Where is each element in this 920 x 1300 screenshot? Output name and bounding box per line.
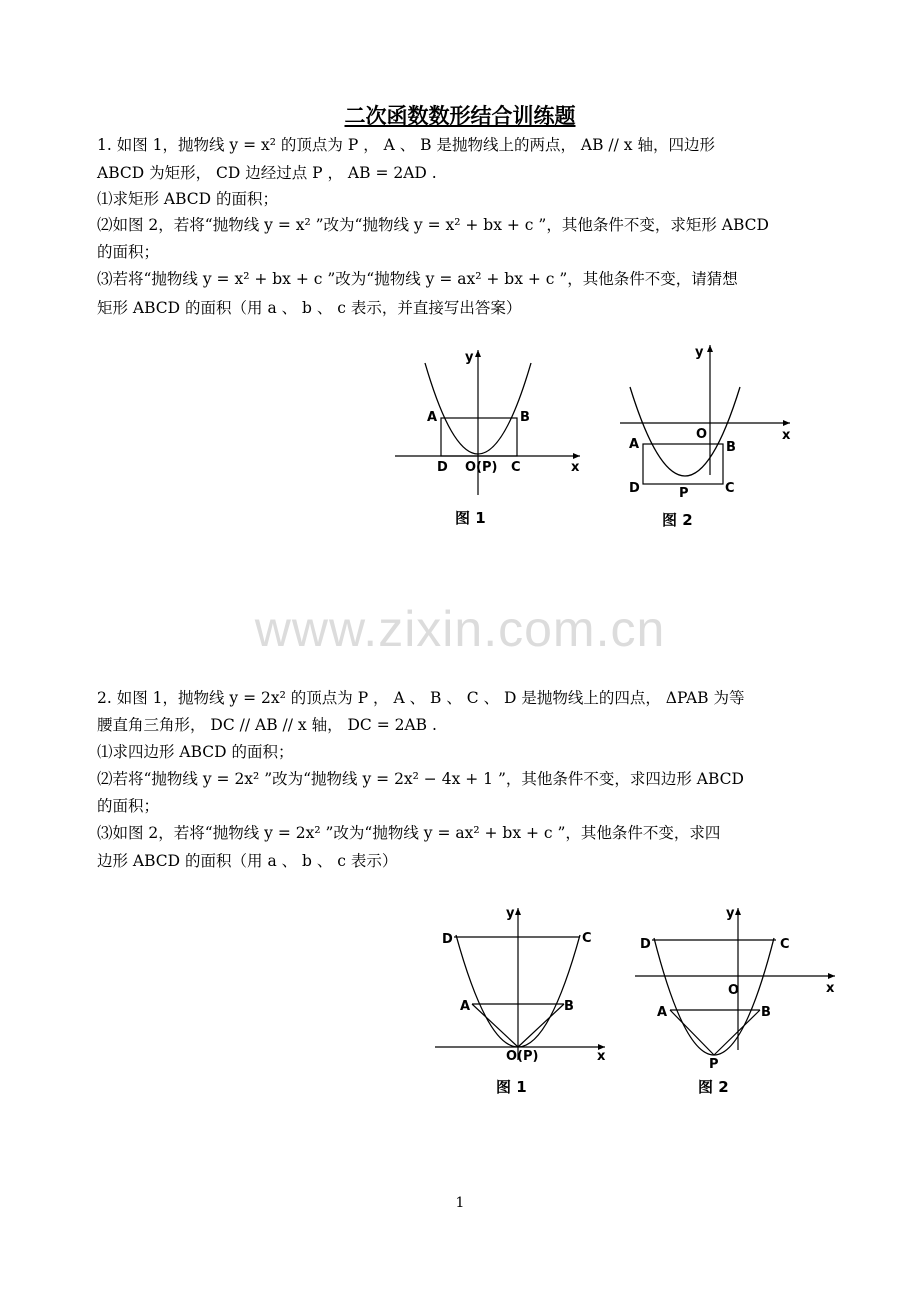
point-a-label: A xyxy=(629,437,640,452)
origin-label: O(P) xyxy=(506,1049,539,1064)
q1-line-7: 矩形 ABCD 的面积（用 a 、 b 、 c 表示，并直接写出答案） xyxy=(97,299,522,317)
point-a-label: A xyxy=(460,999,471,1014)
q2-line-2: 腰直角三角形， DC // AB // x 轴， DC = 2AB . xyxy=(97,716,437,734)
figure-caption: 图 1 xyxy=(496,1078,527,1096)
y-axis-label: y xyxy=(465,350,474,365)
x-axis-label: x xyxy=(782,428,791,443)
y-axis-label: y xyxy=(506,906,515,921)
y-axis-label: y xyxy=(726,906,735,921)
q1-line-2: ABCD 为矩形， CD 边经过点 P ， AB = 2AD . xyxy=(97,164,437,182)
watermark: www.zixin.com.cn xyxy=(254,601,666,657)
figure-caption: 图 2 xyxy=(662,511,693,529)
origin-label: O xyxy=(728,983,740,998)
q2-figure-2 xyxy=(630,900,845,1100)
q2-line-5: 的面积； xyxy=(97,797,160,815)
q2-line-3: ⑴求四边形 ABCD 的面积； xyxy=(97,743,294,761)
q1-line-3: ⑴求矩形 ABCD 的面积； xyxy=(97,190,279,208)
point-c-label: C xyxy=(582,931,592,946)
point-a-label: A xyxy=(657,1005,668,1020)
page-title: 二次函数数形结合训练题 xyxy=(344,103,576,128)
vertex-p-label: P xyxy=(709,1057,719,1072)
point-c-label: C xyxy=(511,460,521,475)
point-d-label: D xyxy=(442,932,453,947)
q2-line-7: 边形 ABCD 的面积（用 a 、 b 、 c 表示） xyxy=(97,852,398,870)
point-a-label: A xyxy=(427,410,438,425)
q2-figure-1 xyxy=(430,900,610,1100)
point-d-label: D xyxy=(437,460,448,475)
origin-label: O xyxy=(696,427,708,442)
point-b-label: B xyxy=(761,1005,771,1020)
y-axis-label: y xyxy=(695,345,704,360)
q2-line-4: ⑵若将“抛物线 y = 2x² ”改为“抛物线 y = 2x² − 4x + 1 ”，其他条件不变，求四边形 ABCD xyxy=(97,770,744,788)
q1-line-5: 的面积； xyxy=(97,243,160,261)
point-c-label: C xyxy=(725,481,735,496)
point-b-label: B xyxy=(726,440,736,455)
q1-line-6: ⑶若将“抛物线 y = x² + bx + c ”改为“抛物线 y = ax² + bx + c ”，其他条件不变，请猜想 xyxy=(97,270,738,288)
x-axis-label: x xyxy=(826,981,835,996)
vertex-p-label: P xyxy=(679,486,689,501)
page-number: 1 xyxy=(455,1195,465,1211)
point-b-label: B xyxy=(520,410,530,425)
x-axis-label: x xyxy=(571,460,580,475)
figure-caption: 图 1 xyxy=(455,509,486,527)
q2-line-1: 2. 如图 1，抛物线 y = 2x² 的顶点为 P ， A 、 B 、 C 、 D 是抛物线上的四点， ΔPAB 为等 xyxy=(97,689,745,707)
point-b-label: B xyxy=(564,999,574,1014)
q1-line-4: ⑵如图 2，若将“抛物线 y = x² ”改为“抛物线 y = x² + bx + c ”，其他条件不变，求矩形 ABCD xyxy=(97,216,769,234)
x-axis-label: x xyxy=(597,1049,606,1064)
point-c-label: C xyxy=(780,937,790,952)
q1-figure-1 xyxy=(385,345,585,535)
q1-line-1: 1. 如图 1，抛物线 y = x² 的顶点为 P ， A 、 B 是抛物线上的两点， AB // x 轴，四边形 xyxy=(97,136,715,154)
q2-line-6: ⑶如图 2，若将“抛物线 y = 2x² ”改为“抛物线 y = ax² + bx + c ”，其他条件不变，求四 xyxy=(97,824,721,842)
origin-label: O(P) xyxy=(465,460,498,475)
point-d-label: D xyxy=(640,937,651,952)
figure-caption: 图 2 xyxy=(698,1078,729,1096)
point-d-label: D xyxy=(629,481,640,496)
q1-figure-2 xyxy=(615,340,805,535)
